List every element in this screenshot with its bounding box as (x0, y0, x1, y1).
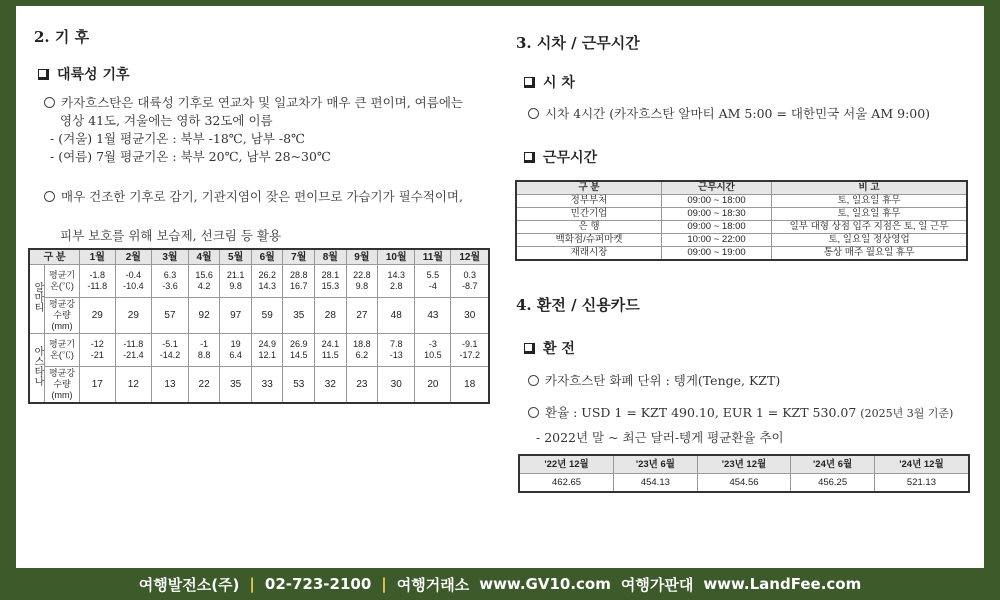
table-header-cell: '23년 6월 (614, 455, 698, 474)
temperature-cell: 6.3 -3.6 (152, 265, 189, 298)
table-header-cell: 9월 (346, 249, 378, 265)
table-cell: 토, 일요일 휴무 (772, 208, 968, 221)
temperature-cell: 21.1 9.8 (220, 265, 252, 298)
rainfall-cell: 48 (378, 298, 415, 334)
table-header-cell: 11월 (415, 249, 451, 265)
rainfall-cell: 35 (283, 298, 315, 334)
table-header-cell: 비 고 (772, 181, 968, 195)
exchange-value-cell: 454.56 (697, 474, 791, 493)
rainfall-cell: 32 (315, 367, 347, 403)
table-cell: 09:00 ~ 18:30 (662, 208, 772, 221)
footer-separator: | (381, 575, 387, 593)
table-row (516, 221, 967, 234)
rainfall-cell: 13 (152, 367, 189, 403)
circle-bullet-icon (44, 97, 55, 108)
climate-para3: 피부 보호를 위해 보습제, 선크림 등 활용 (60, 228, 282, 243)
rainfall-cell: 97 (220, 298, 252, 334)
checkbox-square-icon (524, 343, 535, 354)
temperature-cell: 26.9 14.5 (283, 334, 315, 367)
temperature-cell: 18.8 6.2 (346, 334, 378, 367)
table-row (29, 298, 489, 334)
document-page (16, 6, 984, 568)
exchange-value-cell: 456.25 (791, 474, 875, 493)
row-label-cell: 평균기온(℃) (45, 265, 80, 298)
table-header-cell: '24년 12월 (874, 455, 969, 474)
city-name-cell: 알마티 (29, 265, 45, 334)
footer-separator: | (249, 575, 255, 593)
table-header-cell: 12월 (451, 249, 489, 265)
temperature-cell: 26.2 14.3 (251, 265, 283, 298)
climate-p1b: 영상 41도, 겨울에는 영하 32도에 이름 (60, 113, 273, 128)
table-header-cell: 구 분 (516, 181, 662, 195)
timezone-subheading-label: 시 차 (543, 75, 575, 91)
table-header-cell: 8월 (315, 249, 347, 265)
rainfall-cell: 28 (315, 298, 347, 334)
currency-rate-note: (2025년 3월 기준) (860, 407, 954, 420)
table-cell: 은 행 (516, 221, 662, 234)
currency-unit (528, 372, 780, 390)
temperature-cell: 15.6 4.2 (188, 265, 220, 298)
row-label-cell: 평균기온(℃) (45, 334, 80, 367)
table-row (519, 474, 969, 493)
table-cell: 토, 일요일 정상영업 (772, 234, 968, 247)
currency-title: 4. 환전 / 신용카드 (516, 296, 640, 314)
rainfall-cell: 12 (115, 367, 152, 403)
table-header-cell: '22년 12월 (519, 455, 614, 474)
temperature-cell: 24.9 12.1 (251, 334, 283, 367)
temperature-cell: -12 -21 (80, 334, 116, 367)
checkbox-square-icon (38, 69, 49, 80)
footer-link-landfee[interactable]: www.LandFee.com (703, 575, 862, 593)
timezone-diff: 시차 4시간 (카자흐스탄 알마티 AM 5:00 = 대한민국 서울 AM 9:00) (545, 106, 931, 121)
rainfall-cell: 53 (283, 367, 315, 403)
workhours-subheading (524, 147, 597, 167)
climate-p1a: 카자흐스탄은 대륙성 기후로 연교차 및 일교차가 매우 큰 편이며, 여름에는 (61, 95, 463, 110)
exchange-value-cell: 454.13 (614, 474, 698, 493)
climate-summer: - (여름) 7월 평균기온 : 북부 20℃, 남부 28~30℃ (50, 149, 331, 164)
row-label-cell: 평균강수량(mm) (45, 298, 80, 334)
checkbox-square-icon (524, 152, 535, 163)
rainfall-cell: 18 (451, 367, 489, 403)
circle-bullet-icon (528, 375, 539, 386)
temperature-cell: 7.8 -13 (378, 334, 415, 367)
table-cell: 정부부처 (516, 195, 662, 208)
table-cell: 토, 일요일 휴무 (772, 195, 968, 208)
table-cell: 통상 매주 월요일 휴무 (772, 247, 968, 261)
rainfall-cell: 27 (346, 298, 378, 334)
rainfall-cell: 23 (346, 367, 378, 403)
table-cell: 일부 대형 상점 입주 지점은 토, 일 근무 (772, 221, 968, 234)
rainfall-cell: 30 (451, 298, 489, 334)
exchange-value-cell: 462.65 (519, 474, 614, 493)
temperature-cell: -3 10.5 (415, 334, 451, 367)
table-row (516, 208, 967, 221)
time-title: 3. 시차 / 근무시간 (516, 34, 640, 52)
exchange-subheading-label: 환 전 (543, 341, 575, 357)
climate-subheading-label: 대륙성 기후 (57, 67, 130, 83)
timezone-text (528, 105, 930, 123)
temperature-cell: 14.3 2.8 (378, 265, 415, 298)
temperature-cell: 19 6.4 (220, 334, 252, 367)
table-row (29, 265, 489, 298)
temperature-cell: 5.5 -4 (415, 265, 451, 298)
currency-rate-text: 환율 : USD 1 = KZT 490.10, EUR 1 = KZT 530.07 (545, 405, 857, 420)
circle-bullet-icon (44, 191, 55, 202)
table-cell: 09:00 ~ 18:00 (662, 195, 772, 208)
table-header-cell: 5월 (220, 249, 252, 265)
temperature-cell: 0.3 -8.7 (451, 265, 489, 298)
temperature-cell: 22.8 9.8 (346, 265, 378, 298)
rainfall-cell: 20 (415, 367, 451, 403)
table-cell: 재래시장 (516, 247, 662, 261)
footer-market: 여행가판대 (620, 575, 694, 594)
table-header-row (29, 249, 489, 265)
table-row (516, 247, 967, 261)
table-row (516, 195, 967, 208)
footer-phone: 02-723-2100 (264, 575, 372, 593)
temperature-cell: 28.1 15.3 (315, 265, 347, 298)
workhours-subheading-label: 근무시간 (543, 150, 598, 166)
workhours-table (515, 180, 968, 261)
rainfall-cell: 35 (220, 367, 252, 403)
climate-winter: - (겨울) 1월 평균기온 : 북부 -18℃, 남부 -8℃ (50, 131, 305, 146)
table-header-cell: 3월 (152, 249, 189, 265)
rainfall-cell: 33 (251, 367, 283, 403)
exchange-rate-table (518, 454, 970, 493)
temperature-cell: -1 8.8 (188, 334, 220, 367)
table-header-cell: 1월 (80, 249, 116, 265)
city-name-cell: 아스타나 (29, 334, 45, 403)
temperature-cell: -1.8 -11.8 (80, 265, 116, 298)
table-cell: 10:00 ~ 22:00 (662, 234, 772, 247)
rainfall-cell: 29 (115, 298, 152, 334)
exchange-subheading (524, 338, 575, 358)
rainfall-cell: 43 (415, 298, 451, 334)
table-row (29, 367, 489, 403)
table-header-cell: 2월 (115, 249, 152, 265)
currency-rate (528, 404, 953, 423)
temperature-cell: -0.4 -10.4 (115, 265, 152, 298)
table-header-cell: 6월 (251, 249, 283, 265)
footer-exchange: 여행거래소 (396, 575, 470, 594)
circle-bullet-icon (528, 108, 539, 119)
rainfall-cell: 22 (188, 367, 220, 403)
table-header-cell: 구 분 (29, 249, 80, 265)
timezone-subheading (524, 72, 575, 92)
climate-p4: 매우 건조한 기후로 감기, 기관지염이 잦은 편이므로 가습기가 필수적이며, (61, 189, 463, 204)
rainfall-cell: 30 (378, 367, 415, 403)
climate-para2 (44, 188, 514, 206)
table-cell: 민간기업 (516, 208, 662, 221)
temperature-cell: -9.1 -17.2 (451, 334, 489, 367)
currency-unit-text: 카자흐스탄 화폐 단위 : 텡게(Tenge, KZT) (545, 373, 781, 388)
exchange-value-cell: 521.13 (874, 474, 969, 493)
footer-company: 여행발전소(주) (138, 575, 240, 594)
rainfall-cell: 29 (80, 298, 116, 334)
climate-title: 2. 기 후 (34, 28, 90, 46)
table-header-cell: 10월 (378, 249, 415, 265)
table-header-cell: '23년 12월 (697, 455, 791, 474)
table-header-row (516, 181, 967, 195)
table-cell: 09:00 ~ 19:00 (662, 247, 772, 261)
table-row (29, 334, 489, 367)
table-cell: 백화점/슈퍼마켓 (516, 234, 662, 247)
rainfall-cell: 59 (251, 298, 283, 334)
table-header-cell: 4월 (188, 249, 220, 265)
temperature-cell: 24.1 11.5 (315, 334, 347, 367)
table-header-cell: 근무시간 (662, 181, 772, 195)
climate-table (28, 248, 490, 404)
table-header-row (519, 455, 969, 474)
circle-bullet-icon (528, 407, 539, 418)
footer-link-gv10[interactable]: www.GV10.com (479, 575, 611, 593)
table-header-cell: 7월 (283, 249, 315, 265)
rainfall-cell: 57 (152, 298, 189, 334)
climate-subheading (38, 64, 130, 84)
temperature-cell: 28.8 16.7 (283, 265, 315, 298)
table-header-cell: '24년 6월 (791, 455, 875, 474)
temperature-cell: -11.8 -21.4 (115, 334, 152, 367)
table-row (516, 234, 967, 247)
temperature-cell: -5.1 -14.2 (152, 334, 189, 367)
rainfall-cell: 92 (188, 298, 220, 334)
footer-bar (0, 568, 1000, 600)
currency-trend: - 2022년 말 ~ 최근 달러-텡게 평균환율 추이 (536, 430, 784, 445)
row-label-cell: 평균강수량(mm) (45, 367, 80, 403)
table-cell: 09:00 ~ 18:00 (662, 221, 772, 234)
rainfall-cell: 17 (80, 367, 116, 403)
checkbox-square-icon (524, 77, 535, 88)
climate-para1 (44, 94, 504, 166)
